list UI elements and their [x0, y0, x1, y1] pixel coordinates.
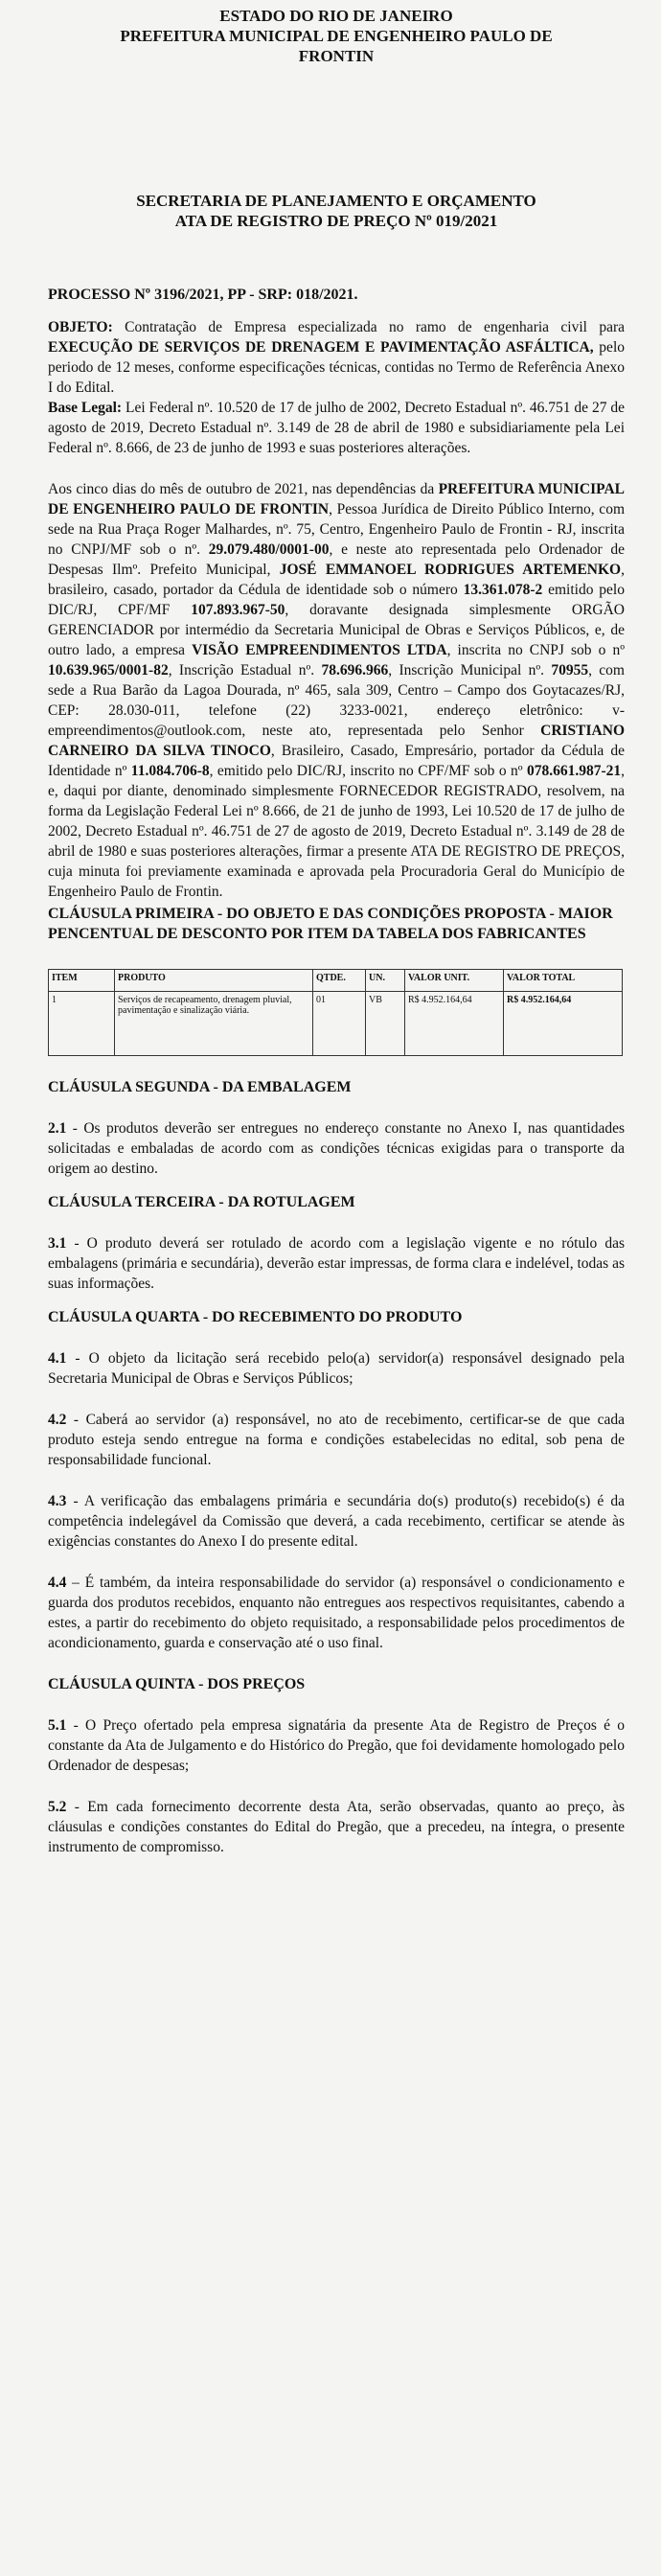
table-header-cell: UN. [366, 970, 405, 992]
objeto-text-end: pelo periodo de 12 meses, conforme especificações técnicas, contidas no Termo de Referência Anexo I do Edital. [48, 339, 625, 396]
intro-t10: , com sede a Rua Barão da Lagoa Dourada, nº 465, sala 309, Centro – Campo dos Goytacazes/RJ, CEP: 28.030-011, telefone (22) 3233-0021, endereço eletrônico: v-empreendimentos@outlook.com, neste ato, representada pelo Senhor [48, 662, 625, 739]
intro-b11: 11.084.706-8 [130, 763, 210, 779]
intro-b6: VISÃO EMPREENDIMENTOS LTDA [192, 642, 447, 658]
clausula-3-title: CLÁUSULA TERCEIRA - DA ROTULAGEM [48, 1194, 355, 1210]
clausula-4-title: CLÁUSULA QUARTA - DO RECEBIMENTO DO PRODUTO [48, 1309, 463, 1325]
intro-b9: 70955 [551, 662, 589, 678]
intro-paragraph [48, 479, 625, 902]
intro-b2: 29.079.480/0001-00 [208, 541, 330, 558]
item-number: 3.1 [48, 1235, 67, 1252]
intro-t9: , Inscrição Municipal nº. [388, 662, 552, 678]
clausula-4-1 [48, 1348, 625, 1389]
intro-t2: , Pessoa Jurídica de Direito Público Interno, com sede na Rua Praça Roger Malhardes, nº. 75, Centro, Engenheiro Paulo de Frontin - RJ, inscrita no CNPJ/MF sob o nº. [48, 501, 625, 558]
intro-t12: , emitido pelo DIC/RJ, inscrito no CPF/MF sob o nº [209, 763, 527, 779]
table-header-row [49, 970, 623, 992]
clausula-5-2 [48, 1797, 625, 1857]
item-text: - O Preço ofertado pela empresa signatária da presente Ata de Registro de Preços é o constante da Ata de Julgamento e do Histórico do Pregão, que foi devidamente homologado pelo Ordenador de despesas; [48, 1717, 625, 1774]
clausula-4-4 [48, 1573, 625, 1653]
table-cell: 01 [313, 992, 366, 1056]
table-header-cell: PRODUTO [115, 970, 313, 992]
objeto-bold: EXECUÇÃO DE SERVIÇOS DE DRENAGEM E PAVIMENTAÇÃO ASFÁLTICA, [48, 339, 594, 356]
intro-b7: 10.639.965/0001-82 [48, 662, 169, 678]
item-table [48, 969, 623, 1056]
intro-b5: 107.893.967-50 [191, 602, 285, 618]
intro-t1: Aos cinco dias do mês de outubro de 2021, nas dependências da [48, 481, 439, 497]
document-header [48, 0, 625, 66]
item-number: 4.1 [48, 1350, 67, 1367]
table-cell: R$ 4.952.164,64 [504, 992, 623, 1056]
clausula-1-title: CLÁUSULA PRIMEIRA - DO OBJETO E DAS CONDIÇÕES PROPOSTA - MAIOR PENCENTUAL DE DESCONTO POR ITEM DA TABELA DOS FABRICANTES [48, 906, 613, 942]
intro-t3: , e neste ato representada pelo Ordenador de Despesas Ilmº. Prefeito Municipal, [48, 541, 625, 578]
base-legal-label: Base Legal: [48, 400, 123, 416]
prefeitura-line-2: FRONTIN [298, 47, 375, 65]
intro-t5: emitido pelo DIC/RJ, CPF/MF [48, 582, 625, 618]
objeto-paragraph [48, 317, 625, 398]
item-text: - O objeto da licitação será recebido pelo(a) servidor(a) responsável designado pela Secretaria Municipal de Obras e Serviços Públicos; [48, 1350, 625, 1387]
table-cell: R$ 4.952.164,64 [405, 992, 504, 1056]
item-number: 4.3 [48, 1493, 67, 1509]
objeto-text: Contratação de Empresa especializada no ramo de engenharia civil para [112, 319, 625, 335]
table-cell: Serviços de recapeamento, drenagem pluvial, pavimentação e sinalização viária. [115, 992, 313, 1056]
item-number: 5.1 [48, 1717, 67, 1734]
clausula-4-3 [48, 1491, 625, 1552]
clausula-5-1 [48, 1715, 625, 1776]
clausula-3-1 [48, 1233, 625, 1294]
table-cell: VB [366, 992, 405, 1056]
intro-b3: JOSÉ EMMANOEL RODRIGUES ARTEMENKO [279, 562, 622, 578]
intro-t7: , inscrita no CNPJ sob o nº [446, 642, 625, 658]
intro-b1: PREFEITURA MUNICIPAL DE ENGENHEIRO PAULO DE FRONTIN [48, 481, 625, 518]
item-number: 5.2 [48, 1799, 67, 1815]
intro-b12: 078.661.987-21 [526, 763, 622, 779]
base-legal-text: Lei Federal nº. 10.520 de 17 de julho de 2002, Decreto Estadual nº. 46.751 de 27 de agosto de 2019, Decreto Estadual nº. 3.149 de 28 de abril de 1980 e subsidiariamente pela Lei Federal nº. 8.666, de 23 de junho de 1993 e suas posteriores alterações. [48, 400, 625, 456]
processo-number: PROCESSO Nº 3196/2021, PP - SRP: 018/2021. [48, 287, 358, 303]
table-header-cell: QTDE. [313, 970, 366, 992]
intro-t4: , brasileiro, casado, portador da Cédula de identidade sob o número [48, 562, 625, 598]
item-text: - Em cada fornecimento decorrente desta Ata, serão observadas, quanto ao preço, às cláusulas e condições constantes do Edital do Pregão, que a precedeu, na íntegra, o presente instrumento de compromisso. [48, 1799, 625, 1855]
item-text: - Caberá ao servidor (a) responsável, no ato de recebimento, certificar-se de que cada produto esteja sendo entregue na forma e condições estabelecidas no edital, sob pena de responsabilidade funcional. [48, 1412, 625, 1468]
table-cell: 1 [49, 992, 115, 1056]
clausula-2-1 [48, 1118, 625, 1179]
intro-t11: , Brasileiro, Casado, Empresário, portador da Cédula de Identidade nº [48, 743, 625, 779]
table-header-cell: ITEM [49, 970, 115, 992]
item-number: 2.1 [48, 1120, 67, 1137]
clausula-2-title: CLÁUSULA SEGUNDA - DA EMBALAGEM [48, 1079, 352, 1095]
item-text: – É também, da inteira responsabilidade do servidor (a) responsável o condicionamento e guarda dos produtos recebidos, enquanto não entregues aos respectivos requisitantes, cabendo a estes, a partir do recebimento do objeto requisitado, a responsabilidade pelos procedimentos de acondicionamento, guarda e conservação até o uso final. [48, 1575, 625, 1651]
intro-t13: , e, daqui por diante, denominado simplesmente FORNECEDOR REGISTRADO, resolvem, na forma da Legislação Federal Lei nº 8.666, de 21 de junho de 1993, Lei 10.520 de 17 de julho de 2002, Decreto Estadual nº. 46.751 de 27 de agosto de 2019, Decreto Estadual nº. 3.149 de 28 de abril de 1980 e suas posteriores alterações, firmar a presente ATA DE REGISTRO DE PREÇOS, cuja minuta foi previamente examinada e aprovada pela Procuradoria Geral do Município de Engenheiro Paulo de Frontin. [48, 763, 625, 900]
table-row [49, 992, 623, 1056]
item-number: 4.4 [48, 1575, 67, 1591]
intro-b8: 78.696.966 [321, 662, 389, 678]
objeto-label: OBJETO: [48, 319, 113, 335]
item-text: - Os produtos deverão ser entregues no endereço constante no Anexo I, nas quantidades solicitadas e embaladas de acordo com as condições técnicas exigidas para o transporte da origem ao destino. [48, 1120, 625, 1177]
clausula-4-2 [48, 1410, 625, 1470]
item-text: - O produto deverá ser rotulado de acordo com a legislação vigente e no rótulo das embalagens (primária e secundária), deverão estar impressas, de forma clara e indelével, todas as suas informações. [48, 1235, 625, 1292]
state-name: ESTADO DO RIO DE JANEIRO [219, 7, 453, 25]
base-legal-paragraph [48, 398, 625, 458]
prefeitura-line-1: PREFEITURA MUNICIPAL DE ENGENHEIRO PAULO DE [120, 27, 553, 45]
clausula-5-title: CLÁUSULA QUINTA - DOS PREÇOS [48, 1676, 306, 1692]
intro-t8: , Inscrição Estadual nº. [168, 662, 322, 678]
intro-t6: , doravante designada simplesmente ORGÃO GERENCIADOR por intermédio da Secretaria Municipal de Obras e Serviços Públicos, e, de outro lado, a empresa [48, 602, 625, 658]
intro-b4: 13.361.078-2 [463, 582, 543, 598]
table-header-cell: VALOR UNIT. [405, 970, 504, 992]
item-number: 4.2 [48, 1412, 67, 1428]
secretaria-line-1: SECRETARIA DE PLANEJAMENTO E ORÇAMENTO [136, 192, 536, 210]
secretaria-header [48, 191, 625, 231]
item-text: - A verificação das embalagens primária e secundária do(s) produto(s) recebido(s) é da competência indelegável da Comissão que deverá, a cada recebimento, certificar se atende às exigências constantes do Anexo I do presente edital. [48, 1493, 625, 1550]
intro-b10: CRISTIANO CARNEIRO DA SILVA TINOCO [48, 723, 625, 759]
table-header-cell: VALOR TOTAL [504, 970, 623, 992]
ata-title: ATA DE REGISTRO DE PREÇO Nº 019/2021 [174, 212, 498, 230]
